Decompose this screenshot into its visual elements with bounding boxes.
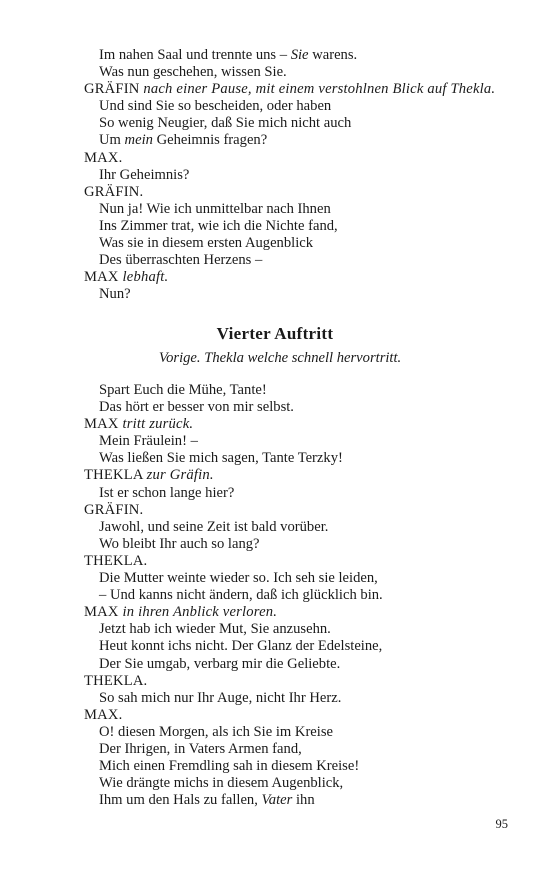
line-text: Wie drängte michs in diesem Augenblick, [99, 775, 344, 792]
verse-line [84, 741, 524, 758]
speaker-line [84, 269, 524, 286]
line-text: Mein Fräulein! – [99, 433, 198, 450]
line-text: Das hört er besser von mir selbst. [99, 399, 294, 416]
speaker-line [84, 467, 524, 484]
line-text: Und sind Sie so bescheiden, oder haben [99, 98, 332, 115]
line-text: Um [99, 132, 125, 149]
speaker-line [84, 604, 524, 621]
line-text: So sah mich nur Ihr Auge, nicht Ihr Herz. [99, 689, 342, 706]
verse-line [84, 433, 524, 450]
line-text: ihn [292, 792, 315, 809]
line-text: Nun? [99, 286, 131, 303]
line-text: Nun ja! Wie ich unmittelbar nach Ihnen [99, 200, 331, 217]
verse-line [84, 690, 524, 707]
italic-text: mein [124, 132, 153, 149]
italic-text: lebhaft. [122, 269, 169, 286]
verse-line [84, 775, 524, 792]
verse-line [84, 235, 524, 252]
line-text: – Und kanns nicht ändern, daß ich glücklich bin. [99, 587, 383, 604]
line-text: Der Sie umgab, verbarg mir die Geliebte. [99, 655, 341, 672]
stage-direction: Vorige. Thekla welche schnell hervortritt. [158, 350, 402, 366]
italic-text: Sie [290, 47, 309, 63]
line-text: Wo bleibt Ihr auch so lang? [99, 535, 260, 552]
line-text: MAX. [84, 149, 123, 166]
line-text: Ihr Geheimnis? [99, 166, 190, 183]
verse-line [84, 98, 524, 115]
verse-line [84, 792, 524, 809]
verse-line [84, 450, 524, 467]
verse-line [84, 252, 524, 269]
line-text: Im nahen Saal und trennte uns – [99, 47, 291, 63]
line-text: Jetzt hab ich wieder Mut, Sie anzusehn. [99, 621, 331, 638]
line-text: MAX. [84, 706, 123, 723]
line-text: Geheimnis fragen? [152, 132, 268, 149]
verse-line [84, 382, 524, 399]
line-text: GRÄFIN. [84, 183, 144, 200]
dialogue-block-top [84, 47, 524, 303]
page-number: 95 [495, 817, 508, 831]
line-text: Was ließen Sie mich sagen, Tante Terzky! [99, 450, 343, 467]
verse-line [84, 218, 524, 235]
italic-text: nach einer Pause, mit einem verstohlnen Blick auf Thekla. [143, 81, 496, 98]
speaker-line [84, 184, 524, 201]
speaker-line [84, 707, 524, 724]
verse-line [84, 621, 524, 638]
italic-text: zur Gräfin. [146, 467, 214, 484]
verse-line [84, 286, 524, 303]
verse-line [84, 536, 524, 553]
verse-line [84, 167, 524, 184]
line-text: Heut konnt ichs nicht. Der Glanz der Edelsteine, [99, 638, 383, 655]
verse-line [84, 485, 524, 502]
line-text: Des überraschten Herzens – [99, 252, 263, 269]
line-text: MAX [84, 416, 123, 433]
line-text: GRÄFIN. [84, 501, 144, 518]
verse-line [84, 201, 524, 218]
verse-line [84, 656, 524, 673]
verse-line [84, 587, 524, 604]
line-text: MAX [84, 604, 123, 621]
verse-line [84, 758, 524, 775]
line-text: Der Ihrigen, in Vaters Armen fand, [99, 740, 302, 757]
verse-line [84, 115, 524, 132]
line-text: GRÄFIN [84, 81, 144, 98]
verse-line [84, 570, 524, 587]
speaker-line [84, 673, 524, 690]
line-text: Mich einen Fremdling sah in diesem Kreise! [99, 758, 360, 775]
line-text: Was sie in diesem ersten Augenblick [99, 235, 314, 252]
line-text: Jawohl, und seine Zeit ist bald vorüber. [99, 518, 329, 535]
verse-line [84, 724, 524, 741]
line-text: Ihm um den Hals zu fallen, [99, 792, 262, 809]
speaker-line [84, 416, 524, 433]
line-text: O! diesen Morgen, als ich Sie im Kreise [99, 723, 333, 740]
line-text: Ins Zimmer trat, wie ich die Nichte fand, [99, 217, 338, 234]
italic-text: in ihren Anblick verloren. [122, 604, 278, 621]
line-text: Ist er schon lange hier? [99, 484, 235, 501]
verse-line [84, 399, 524, 416]
line-text: Die Mutter weinte wieder so. Ich seh sie leiden, [99, 570, 378, 587]
line-text: THEKLA [84, 467, 147, 484]
verse-line [84, 132, 524, 149]
dialogue-block-bottom [84, 382, 524, 809]
verse-line [84, 638, 524, 655]
line-text: warens. [308, 47, 358, 63]
verse-line [84, 519, 524, 536]
line-text: Was nun geschehen, wissen Sie. [99, 64, 287, 81]
speaker-line [84, 502, 524, 519]
speaker-line [84, 81, 524, 98]
italic-text: Vater [261, 792, 293, 809]
italic-text: tritt zurück. [122, 416, 194, 433]
verse-line [84, 47, 524, 64]
scene-heading: Vierter Auftritt [216, 324, 334, 343]
line-text: MAX [84, 269, 123, 286]
line-text: THEKLA. [84, 552, 148, 569]
verse-line [84, 64, 524, 81]
line-text: Spart Euch die Mühe, Tante! [99, 382, 267, 398]
speaker-line [84, 553, 524, 570]
speaker-line [84, 150, 524, 167]
line-text: THEKLA. [84, 672, 148, 689]
line-text: So wenig Neugier, daß Sie mich nicht auch [99, 115, 352, 132]
